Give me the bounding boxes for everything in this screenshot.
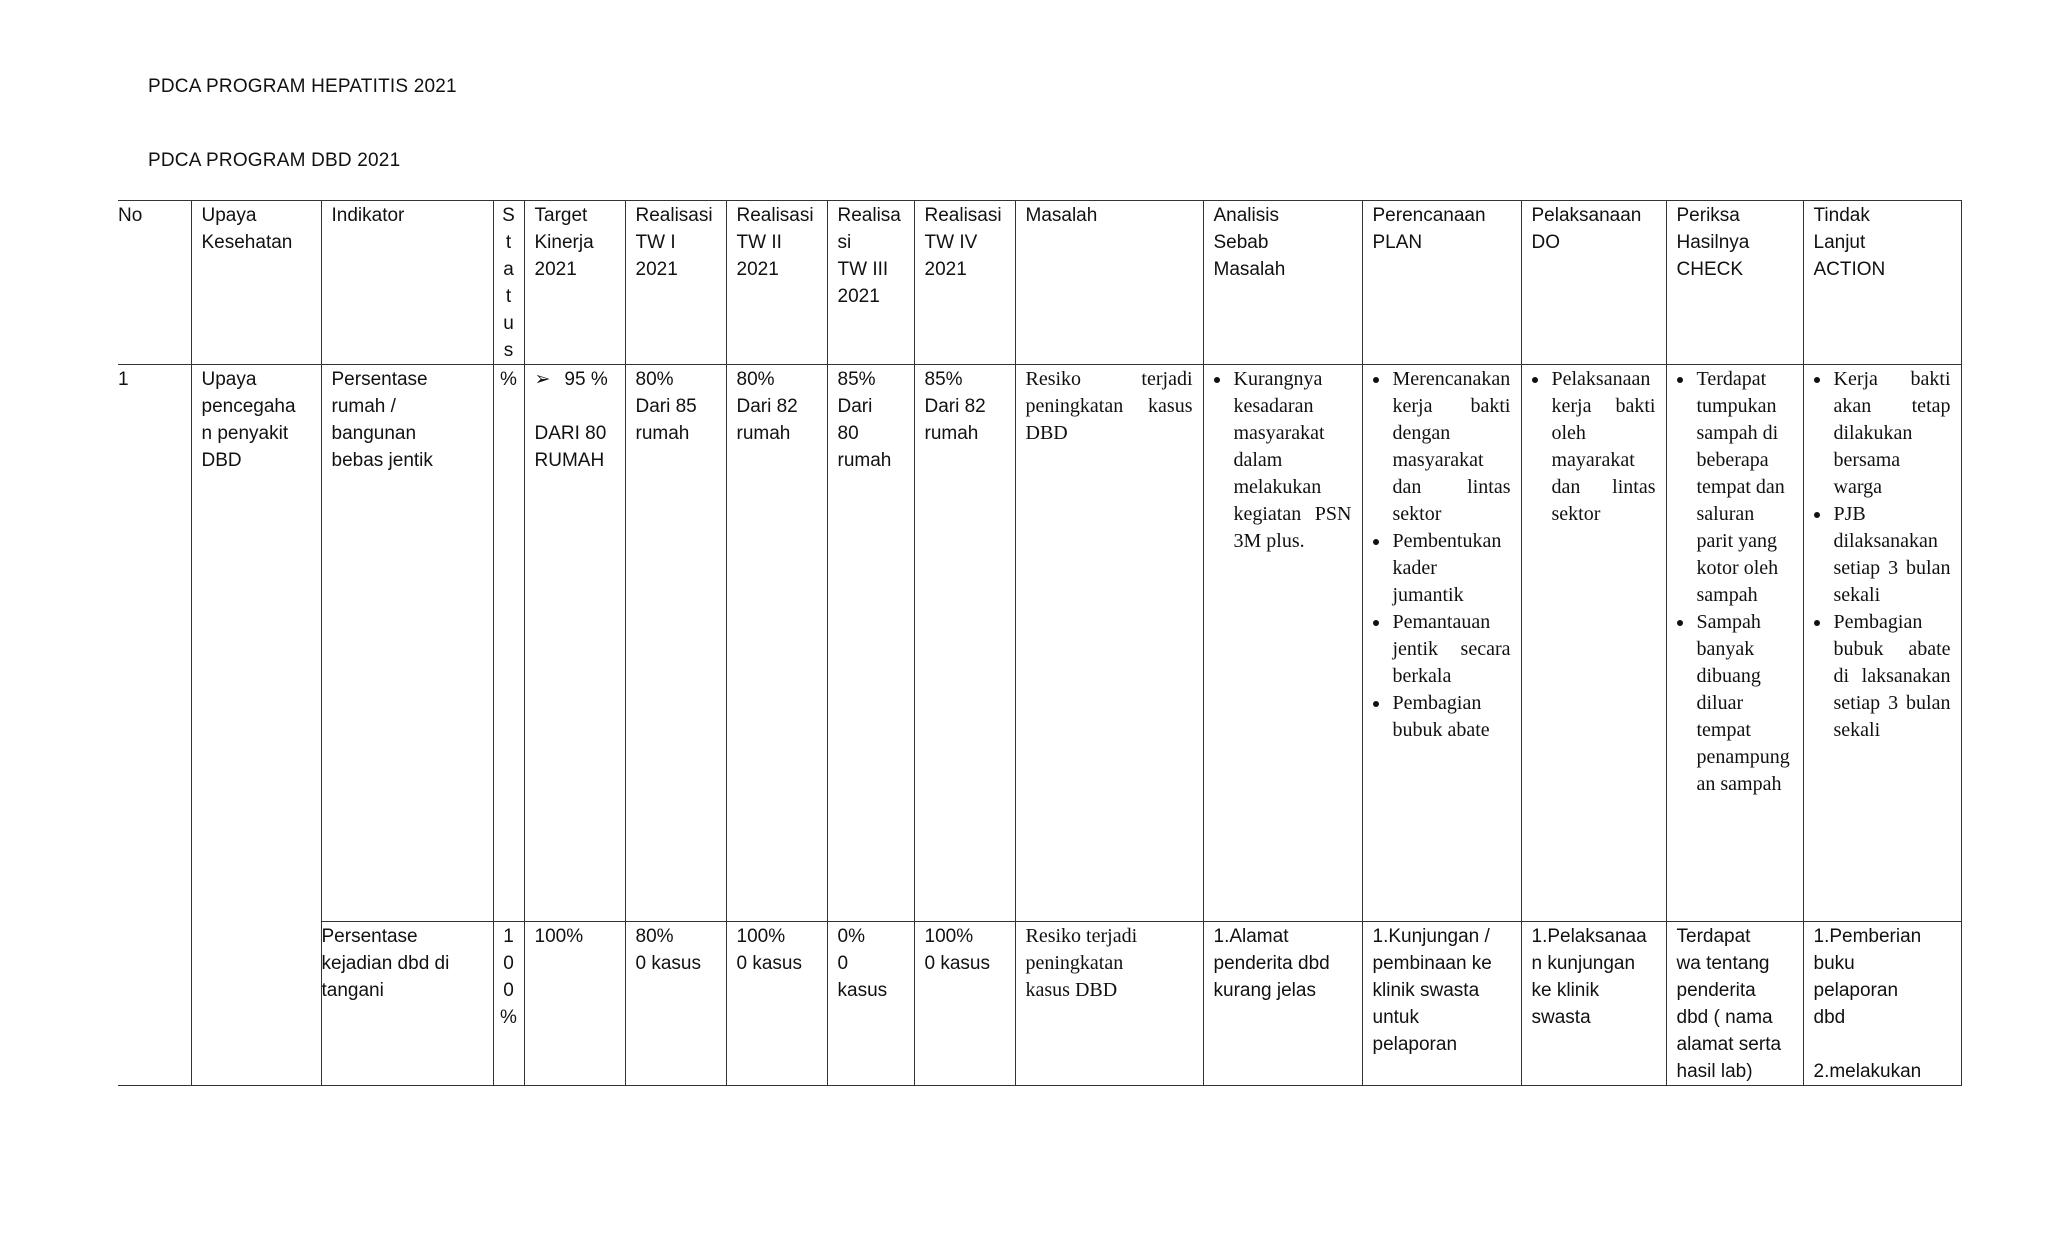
row1-analisis — [1203, 365, 1362, 922]
header-tw3: Realisa si TW III 2021 — [827, 201, 914, 365]
pdca-table — [118, 200, 1962, 1086]
heading-dbd: PDCA PROGRAM DBD 2021 — [148, 150, 401, 171]
bullet-item: • Pembagian bubuk abate di laksanakan setiap 3 bulan sekali — [1832, 609, 1951, 744]
row2-status: 1 0 0 % — [493, 922, 524, 1086]
header-no: No — [118, 201, 191, 365]
plan-list — [1373, 366, 1511, 744]
check-list — [1677, 366, 1793, 798]
header-tw2: Realisasi TW II 2021 — [726, 201, 827, 365]
header-masalah: Masalah — [1015, 201, 1203, 365]
row1-tw3: 85% Dari 80 rumah — [827, 365, 914, 922]
header-do: Pelaksanaan DO — [1521, 201, 1666, 365]
bullet-item: • Pemantauan jentik secara berkala — [1391, 609, 1511, 690]
do-list — [1532, 366, 1656, 528]
header-plan: Perencanaan PLAN — [1362, 201, 1521, 365]
row2-analisis: 1.Alamat penderita dbd kurang jelas — [1203, 922, 1362, 1086]
row1-plan — [1362, 365, 1521, 922]
header-target: Target Kinerja 2021 — [524, 201, 625, 365]
arrow-bullet-icon: ➢ — [534, 369, 551, 390]
row2-action: 1.Pemberian buku pelaporan dbd 2.melakukan — [1803, 922, 1961, 1086]
row2-target: 100% — [524, 922, 625, 1086]
bullet-item: • PJB dilaksanakan setiap 3 bulan sekali — [1832, 501, 1951, 609]
row1-check — [1666, 365, 1803, 922]
row1-action — [1803, 365, 1961, 922]
header-check: Periksa Hasilnya CHECK — [1666, 201, 1803, 365]
action-list — [1814, 366, 1951, 744]
bullet-item: • Pembentukan kader jumantik — [1391, 528, 1511, 609]
row1-status: % — [493, 365, 524, 922]
row1-upaya: Upaya pencegaha n penyakit DBD — [191, 365, 321, 1086]
row1-tw2: 80% Dari 82 rumah — [726, 365, 827, 922]
table-header-row — [118, 201, 1961, 365]
row1-no: 1 — [118, 365, 191, 1086]
row2-tw4: 100% 0 kasus — [914, 922, 1015, 1086]
row1-tw1: 80% Dari 85 rumah — [625, 365, 726, 922]
bullet-item: • Merencanakan kerja bakti dengan masyarakat dan lintas sektor — [1391, 366, 1511, 528]
bullet-item: • Kurangnya kesadaran masyarakat dalam melakukan kegiatan PSN 3M plus. — [1232, 366, 1352, 555]
header-tw1: Realisasi TW I 2021 — [625, 201, 726, 365]
row2-tw3: 0% 0 kasus — [827, 922, 914, 1086]
row2-check: Terdapat wa tentang penderita dbd ( nama alamat serta hasil lab) — [1666, 922, 1803, 1086]
bullet-item: • Pelaksanaan kerja bakti oleh mayarakat dan lintas sektor — [1550, 366, 1656, 528]
header-tw4: Realisasi TW IV 2021 — [914, 201, 1015, 365]
row1-do — [1521, 365, 1666, 922]
row1-target-value: 95 % — [564, 369, 608, 390]
header-analisis: Analisis Sebab Masalah — [1203, 201, 1362, 365]
bullet-item: • Sampah banyak dibuang diluar tempat penampungan sampah — [1695, 609, 1793, 798]
header-indikator: Indikator — [321, 201, 493, 365]
row2-do: 1.Pelaksanaa n kunjungan ke klinik swasta — [1521, 922, 1666, 1086]
row1-masalah: Resiko terjadi peningkatan kasus DBD — [1015, 365, 1203, 922]
row1-target — [524, 365, 625, 922]
header-action: Tindak Lanjut ACTION — [1803, 201, 1961, 365]
bullet-item: • Kerja bakti akan tetap dilakukan bersama warga — [1832, 366, 1951, 501]
bullet-item: • Pembagian bubuk abate — [1391, 690, 1511, 744]
row1-tw4: 85% Dari 82 rumah — [914, 365, 1015, 922]
analisis-list — [1214, 366, 1352, 555]
bullet-item: • Terdapat tumpukan sampah di beberapa tempat dan saluran parit yang kotor oleh sampah — [1695, 366, 1793, 609]
row2-indikator: Persentase kejadian dbd di tangani — [321, 922, 493, 1086]
row2-tw1: 80% 0 kasus — [625, 922, 726, 1086]
row1-indikator: Persentase rumah / bangunan bebas jentik — [321, 365, 493, 922]
row2-tw2: 100% 0 kasus — [726, 922, 827, 1086]
header-status: S t a t u s — [493, 201, 524, 365]
table-row — [118, 365, 1961, 922]
table-row — [118, 922, 1961, 1086]
row2-plan: 1.Kunjungan / pembinaan ke klinik swasta untuk pelaporan — [1362, 922, 1521, 1086]
header-upaya: Upaya Kesehatan — [191, 201, 321, 365]
row2-masalah: Resiko terjadi peningkatan kasus DBD — [1015, 922, 1203, 1086]
heading-hepatitis: PDCA PROGRAM HEPATITIS 2021 — [148, 76, 457, 97]
row1-target-base: DARI 80 RUMAH — [534, 423, 607, 471]
